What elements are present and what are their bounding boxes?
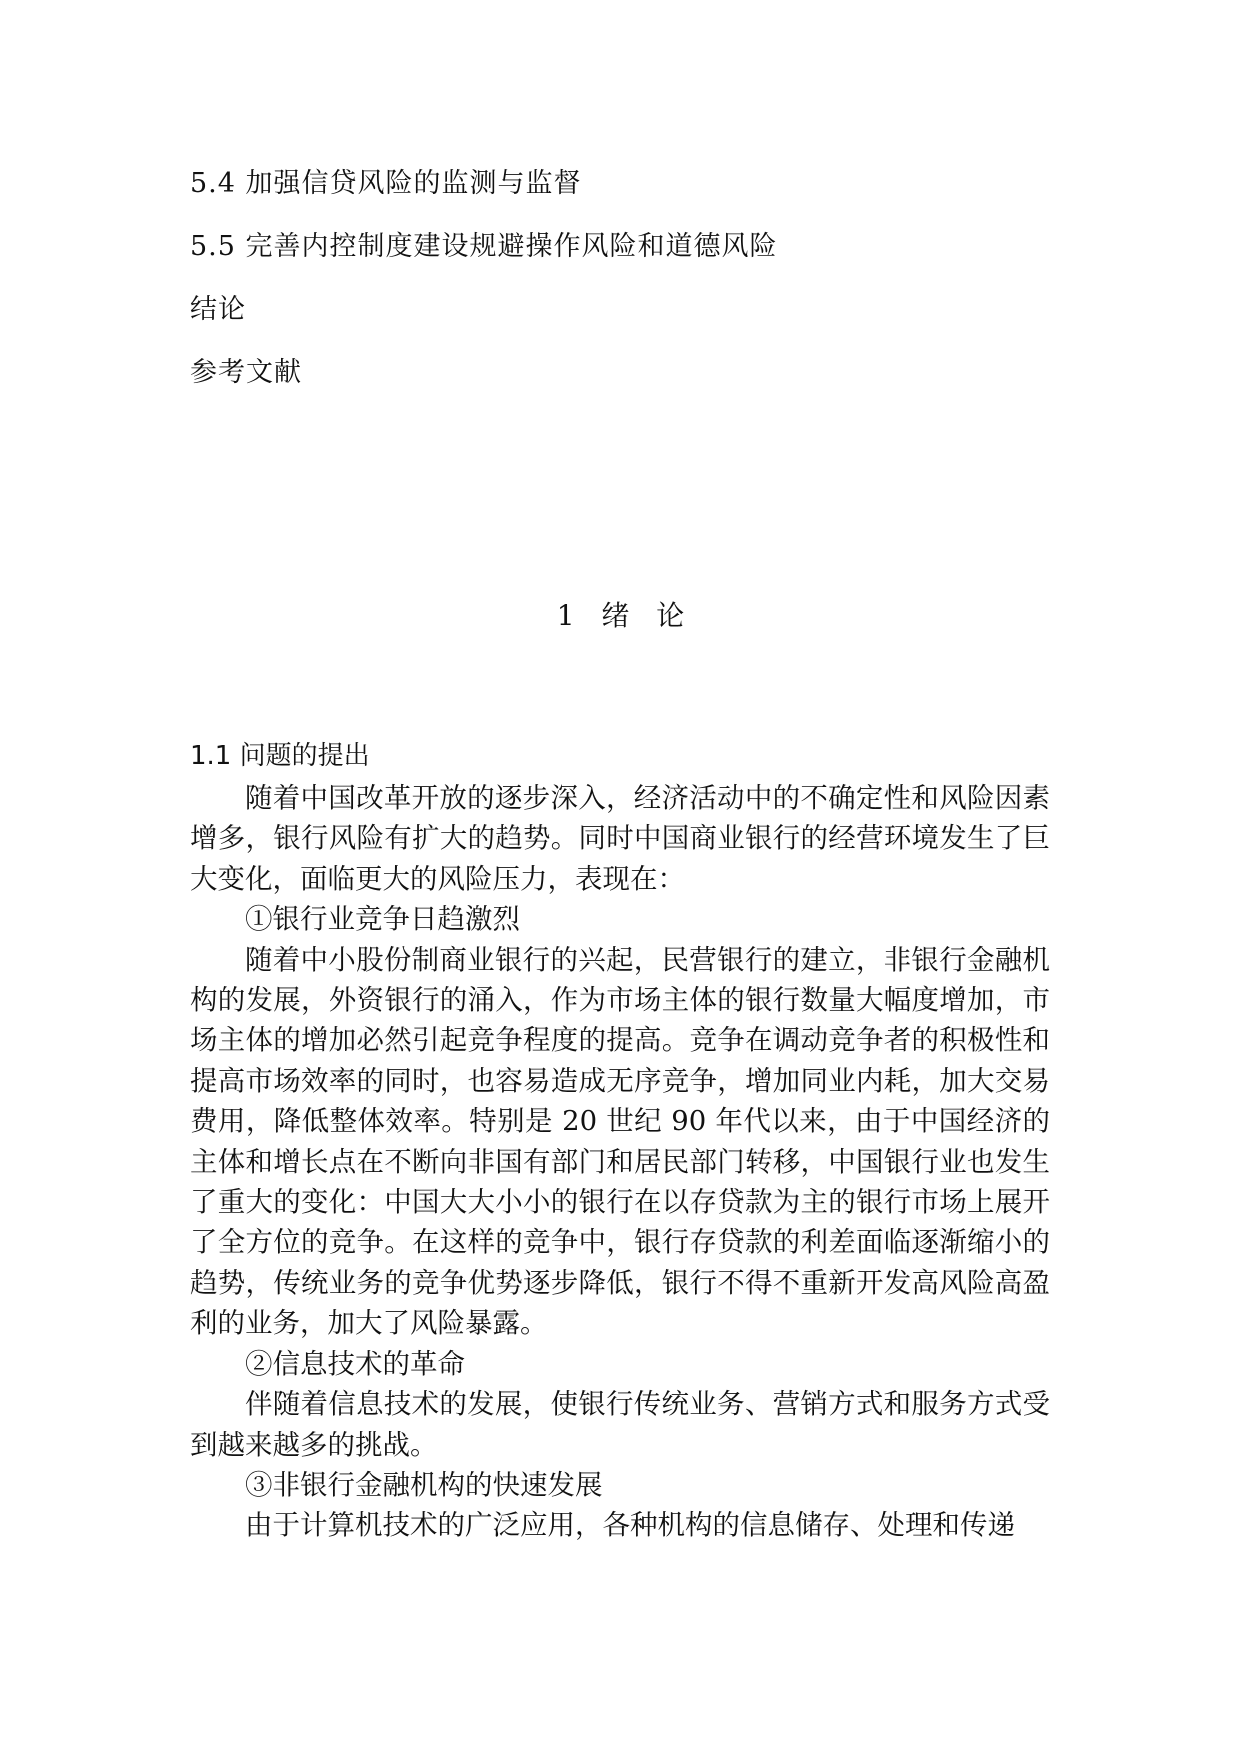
paragraph: 随着中小股份制商业银行的兴起，民营银行的建立，非银行金融机构的发展，外资银行的涌入，作为市场主体的银行数量大幅度增加，市场主体的增加必然引起竞争程度的提高。竞争在调动竞争者的积极性和提高市场效率的同时，也容易造成无序竞争，增加同业内耗，加大交易费用，降低整体效率。特别是 20 世纪 90 年代以来，由于中国经济的主体和增长点在不断向非国有部门和居民部门转移，中国银行业也发生了重大的变化：中国大大小小的银行在以存贷款为主的银行市场上展开了全方位的竞争。在这样的竞争中，银行存贷款的利差面临逐渐缩小的趋势，传统业务的竞争优势逐步降低，银行不得不重新开发高风险高盈利的业务，加大了风险暴露。 xyxy=(190,943,1050,1340)
toc-item-5-5: 5.5 完善内控制度建设规避操作风险和道德风险 xyxy=(190,231,778,262)
section-heading: 1.1 问题的提出 xyxy=(190,741,370,771)
toc-item-conclusion: 结论 xyxy=(190,294,246,325)
list-item-heading: ②信息技术的革命 xyxy=(245,1347,465,1380)
toc-item-references: 参考文献 xyxy=(190,357,302,388)
list-item-heading: ①银行业竞争日趋激烈 xyxy=(245,903,520,936)
paragraph: 伴随着信息技术的发展，使银行传统业务、营销方式和服务方式受到越来越多的挑战。 xyxy=(190,1388,1050,1461)
paragraph: 随着中国改革开放的逐步深入，经济活动中的不确定性和风险因素增多，银行风险有扩大的趋势。同时中国商业银行的经营环境发生了巨大变化，面临更大的风险压力，表现在： xyxy=(190,782,1050,895)
chapter-title: 1 绪 论 xyxy=(556,599,685,632)
list-item-heading: ③非银行金融机构的快速发展 xyxy=(245,1468,603,1501)
toc-item-5-4: 5.4 加强信贷风险的监测与监督 xyxy=(190,168,582,199)
body-text xyxy=(190,778,1050,1546)
paragraph: 由于计算机技术的广泛应用，各种机构的信息储存、处理和传递 xyxy=(245,1509,1015,1542)
